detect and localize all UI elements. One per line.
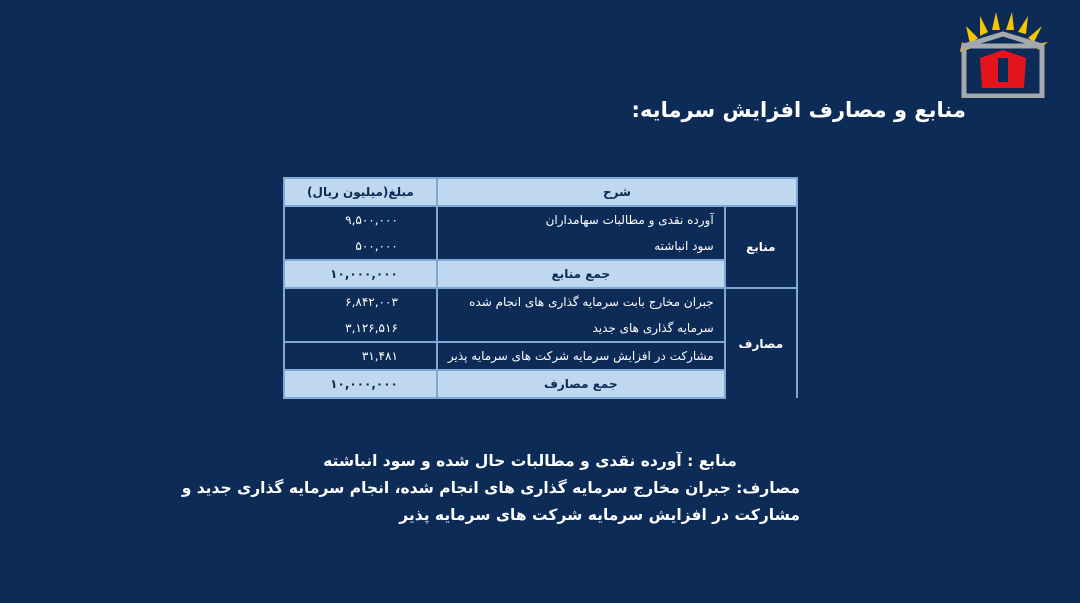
sources-total-label: جمع منابع [437,260,725,288]
table-row [284,342,797,370]
sources-total-amount: ۱۰,۰۰۰,۰۰۰ [284,260,437,288]
row-description: آورده نقدی و مطالبات سهامداران [437,206,725,233]
row-amount: ۶,۸۴۲,۰۰۳ [284,288,437,315]
table-row [284,315,797,342]
sources-total-row [284,260,797,288]
uses-category: مصارف [725,288,797,398]
uses-total-amount: ۱۰,۰۰۰,۰۰۰ [284,370,437,398]
table-row [284,233,797,260]
header-description: شرح [437,178,797,206]
company-logo-icon [958,12,1048,98]
row-amount: ۹,۵۰۰,۰۰۰ [284,206,437,233]
row-amount: ۳,۱۲۶,۵۱۶ [284,315,437,342]
page-title: منابع و مصارف افزایش سرمایه: [631,98,966,122]
row-description: مشارکت در افزایش سرمایه شرکت های سرمایه پذیر [437,342,725,370]
table-header-row [284,178,797,206]
notes-line-sources: منابع : آورده نقدی و مطالبات حال شده و سود انباشته [323,452,737,470]
row-amount: ۳۱,۴۸۱ [284,342,437,370]
header-amount: مبلغ(میلیون ریال) [284,178,437,206]
row-description: سود انباشته [437,233,725,260]
notes-line-uses: مصارف: جبران مخارج سرمایه گذاری های انجام شده، انجام سرمایه گذاری جدید و [181,479,800,497]
notes [181,448,800,529]
uses-total-row [284,370,797,398]
table-row [284,206,797,233]
notes-line-uses-continued: مشارکت در افزایش سرمایه شرکت های سرمایه پذیر [399,506,800,524]
sources-category: منابع [725,206,797,288]
uses-total-label: جمع مصارف [437,370,725,398]
row-amount: ۵۰۰,۰۰۰ [284,233,437,260]
row-description: سرمایه گذاری های جدید [437,315,725,342]
sources-uses-table [283,177,798,399]
row-description: جبران مخارج بابت سرمایه گذاری های انجام شده [437,288,725,315]
table-row [284,288,797,315]
